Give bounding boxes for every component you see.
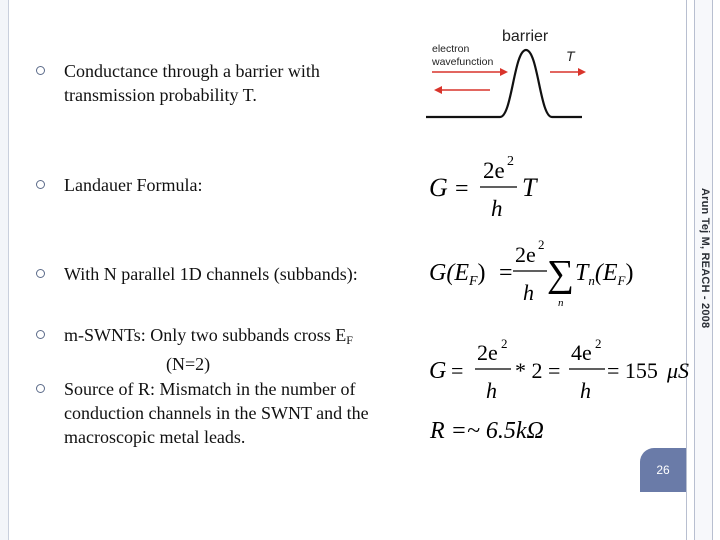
formula-numerator: 2e (483, 158, 505, 183)
author-footer: Arun Tej M, REACH - 2008 (699, 188, 711, 329)
bullet-line: macroscopic metal leads. (64, 427, 246, 447)
bullet-line: Conductance through a barrier with (64, 61, 320, 81)
formula-numerator: 4e (571, 340, 592, 365)
channels-svg (425, 236, 634, 312)
left-frame-border (0, 0, 9, 540)
formula-denominator: h (580, 378, 591, 403)
barrier-diagram (420, 20, 590, 130)
subscript: F (346, 333, 353, 347)
incident-arrowhead (500, 68, 508, 76)
bullet-icon (36, 384, 45, 393)
bullet-text-conductance (64, 59, 320, 107)
formula-lhs: G (429, 173, 448, 202)
formula-numerator: 2e (477, 340, 498, 365)
electron-label: electron (432, 43, 470, 55)
formula-superscript: 2 (507, 154, 514, 169)
formula-denominator: h (491, 196, 503, 221)
barrier-title: barrier (502, 28, 549, 45)
bullet-text-channels: With N parallel 1D channels (subbands): (64, 264, 358, 284)
formula-lhs: G (429, 358, 447, 384)
bullet-text-mswnt (64, 323, 353, 376)
swnt-svg (425, 336, 695, 408)
barrier-svg (420, 20, 590, 125)
wavefunction-label: wavefunction (432, 56, 494, 68)
bullet-line: Source of R: Mismatch in the number of (64, 379, 356, 399)
bullet-icon (36, 269, 45, 278)
formula-result: = 155 (607, 358, 658, 383)
resistance-text: R =~ 6.5kΩ (430, 418, 544, 444)
bullet-line: conduction channels in the SWNT and the (64, 403, 369, 423)
channels-formula (425, 236, 634, 317)
formula-tail: T (522, 173, 537, 202)
formula-equals: = (455, 176, 469, 202)
bullet-icon (36, 180, 45, 189)
transmitted-arrowhead (578, 68, 586, 76)
bullet-line: transmission probability T. (64, 85, 257, 105)
bullet-line-text: m-SWNTs: Only two subbands cross E (64, 325, 347, 345)
formula-multiply: * 2 = (515, 358, 561, 383)
reflected-arrowhead (434, 86, 442, 94)
resistance-formula (428, 412, 568, 453)
landauer-formula (425, 152, 560, 229)
resistance-svg (428, 412, 568, 448)
formula-unit: μS (667, 358, 690, 383)
sum-subscript: n (558, 297, 564, 309)
formula-lhs: $G(E_F)$ (429, 260, 486, 289)
formula-superscript: 2 (501, 336, 508, 351)
bullet-icon (36, 330, 45, 339)
bullet-line: (N=2) (166, 354, 211, 374)
bullet-text-landauer: Landauer Formula: (64, 175, 203, 195)
formula-denominator: h (523, 280, 534, 305)
formula-superscript: 2 (538, 237, 545, 252)
landauer-svg (425, 152, 560, 224)
formula-superscript: 2 (595, 336, 602, 351)
formula-denominator: h (486, 378, 497, 403)
formula-term: $T_n(E_F)$ (575, 260, 634, 288)
formula-equals: = (499, 260, 513, 286)
right-frame-line (712, 0, 713, 540)
sum-icon: ∑ (547, 253, 575, 295)
page-number-badge: 26 (640, 448, 686, 492)
transmission-label: T (566, 48, 575, 64)
right-frame-line (694, 0, 695, 540)
formula-numerator: 2e (515, 242, 536, 267)
swnt-formula (425, 336, 695, 413)
right-frame-line (686, 0, 687, 540)
bullet-icon (36, 66, 45, 75)
bullet-line (64, 323, 353, 352)
formula-equals: = (451, 358, 464, 383)
bullet-text-source-r (64, 377, 369, 449)
